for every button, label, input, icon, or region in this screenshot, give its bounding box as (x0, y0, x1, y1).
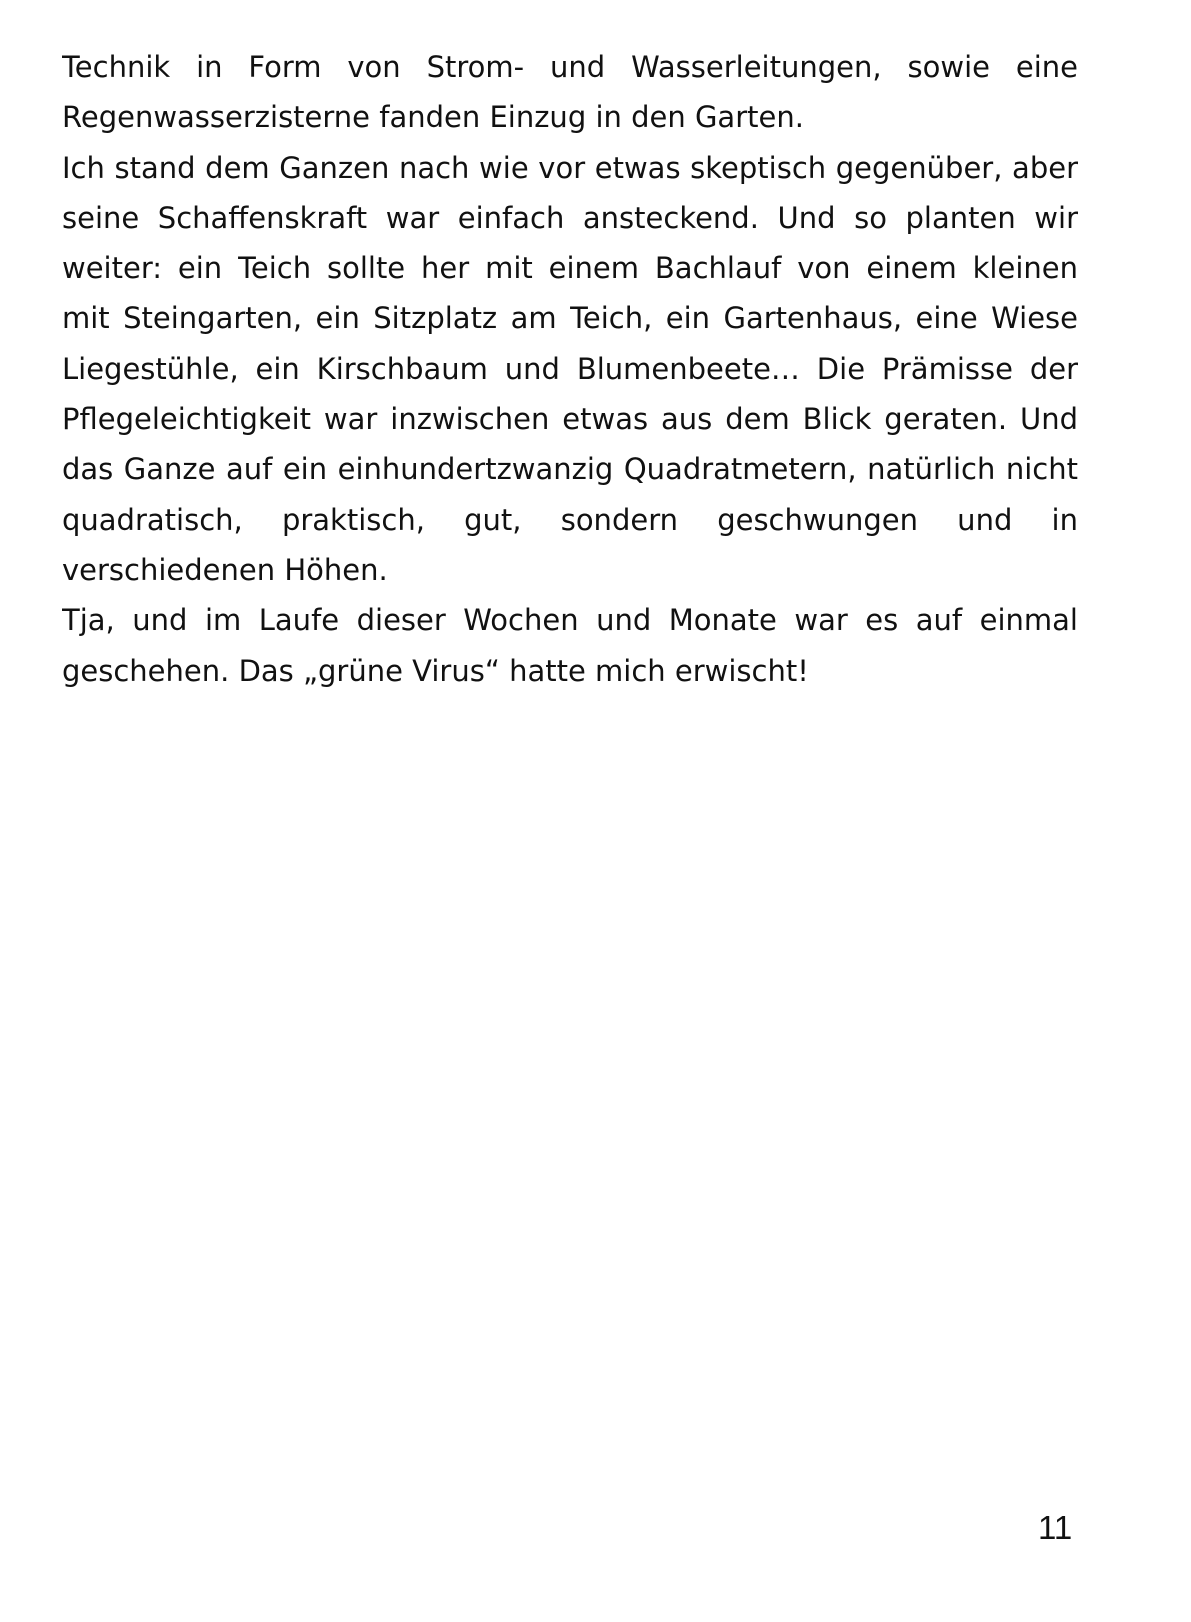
text-line: Technik in Form von Strom- und Wasserleitungen, sowie eine (62, 50, 1078, 84)
text-line: Liegestühle, ein Kirschbaum und Blumenbeete… Die Prämisse der (62, 351, 1078, 386)
text-line: quadratisch, praktisch, gut, sondern geschwungen und in (62, 502, 1078, 537)
page-number: 11 (1038, 1509, 1073, 1546)
text-line: Regenwasserzisterne fanden Einzug in den Garten. (62, 100, 804, 135)
text-line: verschiedenen Höhen. (62, 552, 388, 587)
text-line: Ich stand dem Ganzen nach wie vor etwas skeptisch gegenüber, aber (62, 150, 1078, 185)
text-line: Tja, und im Laufe dieser Wochen und Monate war es auf einmal (62, 603, 1078, 638)
body-text (62, 42, 1078, 696)
text-line: geschehen. Das „grüne Virus“ hatte mich erwischt! (62, 653, 809, 688)
text-line: mit Steingarten, ein Sitzplatz am Teich, ein Gartenhaus, eine Wiese (62, 301, 1078, 336)
text-line: das Ganze auf ein einhundertzwanzig Quadratmetern, natürlich nicht (62, 452, 1078, 487)
text-line: weiter: ein Teich sollte her mit einem Bachlauf von einem kleinen (62, 251, 1078, 286)
text-line: Pflegeleichtigkeit war inzwischen etwas aus dem Blick geraten. Und (62, 402, 1078, 437)
text-line: seine Schaffenskraft war einfach ansteckend. Und so planten wir (62, 200, 1078, 235)
